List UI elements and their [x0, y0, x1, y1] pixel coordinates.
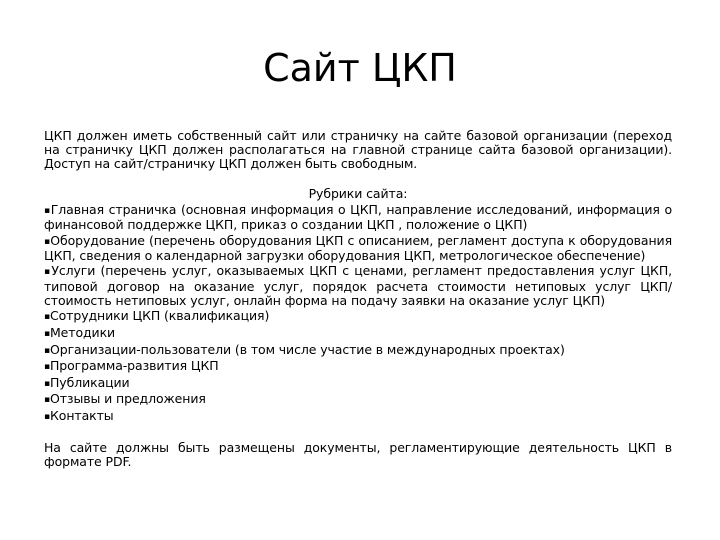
bullet-icon: ▪ [44, 205, 51, 216]
slide-title: Сайт ЦКП [263, 46, 457, 90]
intro-paragraph: ЦКП должен иметь собственный сайт или страничку на сайте базовой организации (переход на страничку ЦКП должен располагаться на главной странице сайта базовой организации). Доступ на сайт/страничку ЦКП должен быть свободным. [44, 128, 672, 172]
rubrics-heading: Рубрики сайта: [308, 185, 408, 201]
list-item [44, 376, 672, 391]
outro-paragraph: На сайте должны быть размещены документы, регламентирующие деятельность ЦКП в формате PDF. [44, 440, 672, 470]
bullet-icon: ▪ [44, 411, 50, 422]
rubric-services: Услуги (перечень услуг, оказываемых ЦКП с ценами, регламент предоставления услуг ЦКП, типовой договор на оказание услуг, порядок расчета стоимости нетиповых услуг ЦКП/стоимость нетиповых услуг, онлайн форма на подачу заявки на оказание услуг ЦКП) [44, 263, 673, 308]
list-item [44, 326, 672, 341]
slide-body [44, 129, 672, 470]
rubric-equipment: Оборудование (перечень оборудования ЦКП с описанием, регламент доступа к оборудования ЦКП, сведения о календарной загрузки оборудования ЦКП, метрологическое обеспечение) [44, 232, 672, 263]
rubric-development-program: Программа-развития ЦКП [50, 358, 219, 374]
rubrics-list [44, 203, 672, 424]
list-item [44, 203, 672, 232]
rubric-staff: Сотрудники ЦКП (квалификация) [50, 308, 270, 324]
bullet-icon: ▪ [44, 395, 50, 406]
rubric-main-page: Главная страничка (основная информация о ЦКП, направление исследований, информация о финансовой поддержке ЦКП, приказ о создании ЦКП , положение о ЦКП) [44, 201, 672, 233]
rubric-feedback: Отзывы и предложения [50, 391, 206, 407]
rubric-user-organizations: Организации-пользователи (в том числе участие в международных проектах) [50, 341, 565, 357]
bullet-icon: ▪ [44, 236, 51, 247]
list-item [44, 309, 672, 324]
bullet-icon: ▪ [44, 267, 52, 278]
list-item [44, 234, 672, 263]
rubric-contacts: Контакты [50, 407, 114, 423]
list-item [44, 392, 672, 407]
list-item [44, 409, 672, 424]
bullet-icon: ▪ [44, 362, 50, 373]
bullet-icon: ▪ [44, 329, 50, 339]
list-item [44, 264, 672, 308]
bullet-icon: ▪ [44, 345, 50, 356]
bullet-icon: ▪ [44, 312, 50, 323]
list-item [44, 359, 672, 374]
rubric-methods: Методики [50, 325, 116, 340]
rubric-publications: Публикации [50, 374, 130, 390]
list-item [44, 343, 672, 358]
bullet-icon: ▪ [44, 378, 50, 389]
